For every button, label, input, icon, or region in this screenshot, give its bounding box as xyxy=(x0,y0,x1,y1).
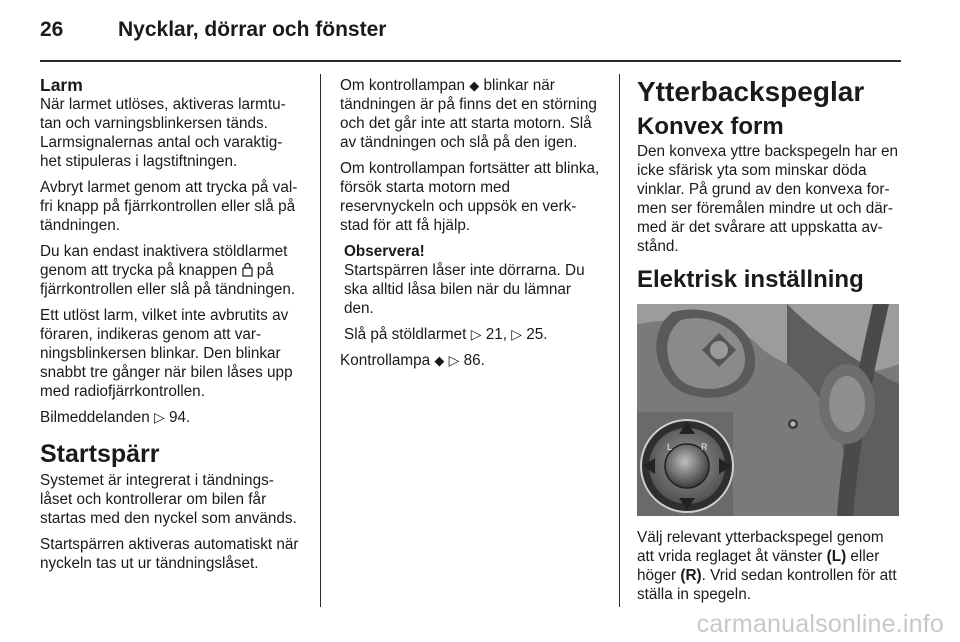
lamp-paragraph-1-text-a: Om kontrollampan xyxy=(340,77,465,94)
convex-paragraph: Den konvexa yttre backspegeln har en icke sfärisk yta som minskar döda vinklar. På grund av den konvexa for- men ser föremålen mindre ut och där- med är det svårare att uppskatta av- stånd. xyxy=(637,143,899,255)
page-reference-arrow-icon: ▷ xyxy=(511,326,523,342)
column-1 xyxy=(40,76,304,580)
mirror-adjustment-photo xyxy=(637,304,899,516)
page-reference-arrow-icon: ▷ xyxy=(448,352,460,368)
larm-paragraph-4: Ett utlöst larm, vilket inte avbrutits av föraren, indikeras genom att var- ningsblinkersen blinkar. Den blinkar snabbt tre gånger när bilen låses upp med radiofjärrkontrollen. xyxy=(40,307,293,400)
immobiliser-warning-lamp-icon: ◆ xyxy=(469,78,480,93)
photo-caption xyxy=(637,528,903,604)
note-reference-text: Slå på stöldlarmet xyxy=(344,326,467,343)
larm-paragraph-3-text-a: Du kan endast inaktivera stöldlarmet genom att trycka på knappen xyxy=(40,243,288,279)
column-3 xyxy=(637,76,903,611)
note-title: Observera! xyxy=(344,243,425,260)
mirrors-heading: Ytterbackspeglar xyxy=(637,76,865,107)
lamp-page-ref: 86. xyxy=(463,352,485,369)
knob-label-right: R xyxy=(701,442,708,452)
note-text: Startspärren låser inte dörrarna. Du ska alltid låsa bilen när du lämnar den. xyxy=(344,262,585,317)
larm-paragraph-3-text-b: på fjärrkontrollen eller slå på tändningen. xyxy=(40,262,296,298)
startsparr-paragraph-1: Systemet är integrerat i tändnings- låset och kontrollerar om bilen får startas med den nyckel som används. xyxy=(40,472,297,527)
lamp-paragraph-1 xyxy=(340,76,603,152)
remote-lock-button-icon xyxy=(242,262,253,277)
caption-right-label: (R) xyxy=(680,567,702,584)
page-reference-arrow-icon: ▷ xyxy=(470,326,482,342)
column-divider-2 xyxy=(619,74,620,607)
lamp-paragraph-1-text-b: blinkar när tändningen är på finns det en störning och det går inte att starta motorn. Slå av tändningen och slå på den igen. xyxy=(340,77,597,151)
lamp-paragraph-2: Om kontrollampan fortsätter att blinka, försök starta motorn med reservnyckeln och uppsök en verk- stad för att få hjälp. xyxy=(340,160,600,234)
note-reference xyxy=(344,325,603,344)
immobiliser-warning-lamp-icon: ◆ xyxy=(434,353,445,368)
larm-page-ref: 94. xyxy=(169,409,191,426)
column-2 xyxy=(340,76,603,377)
column-divider-1 xyxy=(320,74,321,607)
knob-label-left: L xyxy=(667,442,673,452)
caption-text-c: . Vrid sedan kontrollen för att ställa in spegeln. xyxy=(637,567,897,603)
larm-heading: Larm xyxy=(40,75,83,95)
note-page-ref-1: 21, xyxy=(485,326,507,343)
page-reference-arrow-icon: ▷ xyxy=(153,409,165,425)
caption-text-b: eller höger xyxy=(637,548,880,584)
larm-paragraph-3 xyxy=(40,242,304,299)
startsparr-paragraph-2: Startspärren aktiveras automatiskt när nyckeln tas ut ur tändningslåset. xyxy=(40,536,299,572)
watermark: carmanualsonline.info xyxy=(696,610,944,638)
electric-heading: Elektrisk inställning xyxy=(637,266,864,293)
larm-paragraph-1: När larmet utlöses, aktiveras larmtu- tan och varningsblinkersen tänds. Larmsignalernas antal och varaktig- het stipuleras i lagstiftningen. xyxy=(40,96,286,170)
note-box xyxy=(340,242,603,344)
page-title: Nycklar, dörrar och fönster xyxy=(118,18,387,41)
header-rule xyxy=(40,60,901,62)
startsparr-heading: Startspärr xyxy=(40,440,160,468)
vehicle-messages-link: Bilmeddelanden xyxy=(40,409,150,426)
larm-paragraph-2: Avbryt larmet genom att trycka på val- fri knapp på fjärrkontrollen eller slå på tändningen. xyxy=(40,179,298,234)
lamp-reference xyxy=(340,351,603,370)
note-page-ref-2: 25. xyxy=(526,326,548,343)
lamp-reference-text: Kontrollampa xyxy=(340,352,431,369)
larm-paragraph-5 xyxy=(40,408,304,427)
caption-left-label: (L) xyxy=(826,548,847,565)
convex-heading: Konvex form xyxy=(637,113,784,140)
page-number: 26 xyxy=(40,18,64,41)
caption-text-a: Välj relevant ytterbackspegel genom att vrida reglaget åt vänster xyxy=(637,529,884,565)
